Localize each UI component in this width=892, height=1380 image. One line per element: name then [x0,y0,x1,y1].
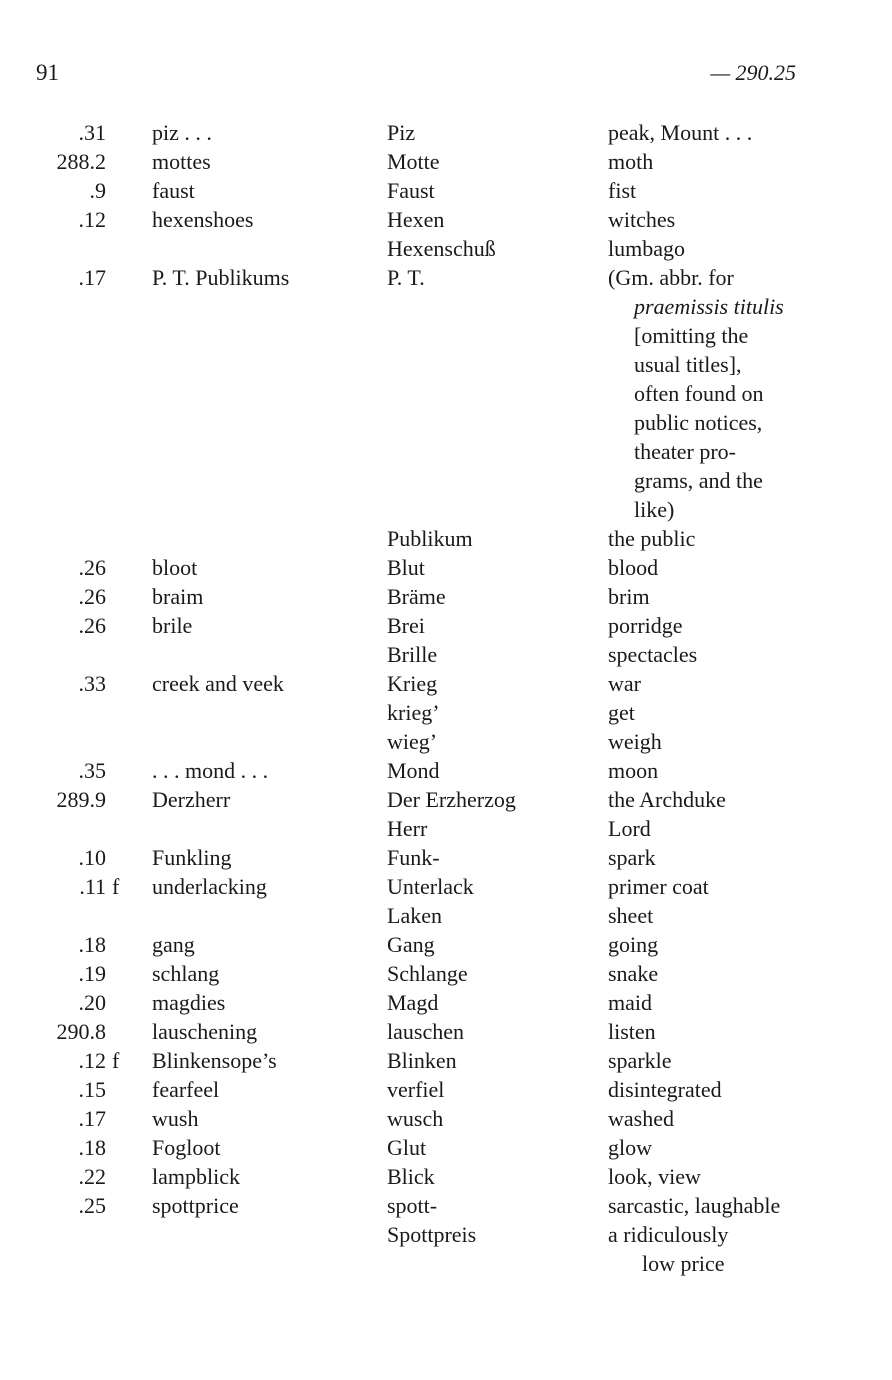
english-gloss: sheet [608,903,654,928]
text-word: faust [152,178,195,203]
table-row [0,234,892,263]
english-gloss: listen [608,1019,656,1044]
table-row [0,727,892,756]
table-row [0,1017,892,1046]
text-word: underlacking [152,874,267,899]
english-gloss: spark [608,845,656,870]
text-word: lampblick [152,1164,240,1189]
table-row [0,176,892,205]
line-reference: .18 [78,1135,106,1160]
line-reference: .26 [78,613,106,638]
german-source: Publikum [387,526,473,551]
table-row [0,1220,892,1249]
german-source: Unterlack [387,874,474,899]
text-word: hexenshoes [152,207,254,232]
english-gloss: primer coat [608,874,709,899]
text-word: wush [152,1106,199,1131]
english-gloss: theater pro- [634,439,736,464]
text-word: . . . mond . . . [152,758,269,783]
table-row [0,1249,892,1278]
german-source: Laken [387,903,442,928]
english-gloss: weigh [608,729,662,754]
english-gloss: maid [608,990,652,1015]
line-reference: .12 [78,207,106,232]
table-row [0,901,892,930]
table-row [0,205,892,234]
table-row [0,611,892,640]
line-reference: 288.2 [56,149,106,174]
german-source: Blick [387,1164,435,1189]
line-reference: .22 [78,1164,106,1189]
table-row [0,756,892,785]
german-source: Krieg [387,671,438,696]
table-row [0,1075,892,1104]
english-gloss: public notices, [634,410,763,435]
text-word: creek and veek [152,671,284,696]
table-row [0,930,892,959]
table-row [0,292,892,321]
line-reference: .35 [78,758,106,783]
table-row [0,408,892,437]
english-gloss: peak, Mount . . . [608,120,753,145]
line-reference: .18 [78,932,106,957]
english-gloss: blood [608,555,659,580]
english-gloss: get [608,700,635,725]
german-source: Mond [387,758,440,783]
english-gloss: lumbago [608,236,685,261]
german-source: Blut [387,555,425,580]
table-row [0,1046,892,1075]
german-source: Faust [387,178,435,203]
text-word: gang [152,932,195,957]
table-row [0,379,892,408]
german-source: Motte [387,149,440,174]
table-row [0,118,892,147]
german-source: Blinken [387,1048,457,1073]
text-word: brile [152,613,193,638]
table-row [0,466,892,495]
text-word: lauschening [152,1019,258,1044]
german-source: wusch [387,1106,444,1131]
table-row [0,524,892,553]
german-source: Bräme [387,584,446,609]
english-gloss: like) [634,497,675,522]
line-reference: .20 [78,990,106,1015]
table-row [0,1191,892,1220]
line-reference: 289.9 [56,787,106,812]
english-gloss: washed [608,1106,674,1131]
english-gloss: war [608,671,641,696]
text-word: schlang [152,961,220,986]
table-row [0,495,892,524]
line-reference: .10 [78,845,106,870]
table-row [0,669,892,698]
line-reference: .26 [78,555,106,580]
line-reference: .9 [89,178,106,203]
english-gloss: brim [608,584,650,609]
english-gloss: spectacles [608,642,698,667]
german-source: spott- [387,1193,438,1218]
english-gloss: often found on [634,381,764,406]
text-word: piz . . . [152,120,212,145]
text-word: fearfeel [152,1077,220,1102]
german-source: krieg’ [387,700,440,725]
table-row [0,1133,892,1162]
german-source: verfiel [387,1077,445,1102]
line-reference: .26 [78,584,106,609]
english-gloss: fist [608,178,637,203]
text-word: braim [152,584,204,609]
english-gloss: witches [608,207,676,232]
line-reference: .33 [78,671,106,696]
table-row [0,640,892,669]
english-gloss: moon [608,758,659,783]
line-reference: .17 [78,265,106,290]
english-gloss: disintegrated [608,1077,722,1102]
table-row [0,263,892,292]
table-row [0,698,892,727]
german-source: Brille [387,642,438,667]
line-reference: .25 [78,1193,106,1218]
english-gloss: sarcastic, laughable [608,1193,781,1218]
table-row [0,814,892,843]
english-gloss: (Gm. abbr. for [608,265,734,290]
text-word: P. T. Publikums [152,265,290,290]
german-source: Schlange [387,961,468,986]
text-word: mottes [152,149,211,174]
table-row [0,1162,892,1191]
table-row [0,553,892,582]
german-source: Magd [387,990,439,1015]
table-row [0,582,892,611]
table-row [0,785,892,814]
table-row [0,147,892,176]
english-gloss: low price [642,1251,725,1276]
german-source: Der Erzherzog [387,787,516,812]
table-row [0,321,892,350]
text-word: Fogloot [152,1135,221,1160]
english-gloss: the public [608,526,696,551]
text-word: bloot [152,555,198,580]
line-reference: .17 [78,1106,106,1131]
line-reference-suffix: f [112,1048,120,1073]
table-row [0,437,892,466]
running-head: — 290.25 [710,60,796,85]
german-source: Brei [387,613,425,638]
german-source: wieg’ [387,729,438,754]
german-source: lauschen [387,1019,464,1044]
text-word: magdies [152,990,226,1015]
english-gloss: going [608,932,659,957]
table-row [0,1104,892,1133]
line-reference-suffix: f [112,874,120,899]
english-gloss: praemissis titulis [634,294,784,319]
german-source: Gang [387,932,435,957]
english-gloss: look, view [608,1164,701,1189]
german-source: Funk- [387,845,440,870]
table-row [0,872,892,901]
line-reference: .15 [78,1077,106,1102]
table-row [0,988,892,1017]
english-gloss: the Archduke [608,787,726,812]
english-gloss: moth [608,149,654,174]
english-gloss: glow [608,1135,652,1160]
table-row [0,959,892,988]
page-number: 91 [36,60,59,85]
english-gloss: sparkle [608,1048,672,1073]
english-gloss: usual titles], [634,352,742,377]
line-reference: 290.8 [56,1019,106,1044]
german-source: Hexenschuß [387,236,496,261]
german-source: Hexen [387,207,445,232]
english-gloss: Lord [608,816,651,841]
line-reference: .12 [78,1048,106,1073]
english-gloss: [omitting the [634,323,749,348]
table-row [0,350,892,379]
german-source: P. T. [387,265,425,290]
glossary-table [0,118,892,1278]
english-gloss: porridge [608,613,683,638]
line-reference: .11 [79,874,106,899]
german-source: Piz [387,120,416,145]
english-gloss: a ridiculously [608,1222,729,1247]
english-gloss: snake [608,961,659,986]
text-word: Derzherr [152,787,231,812]
text-word: spottprice [152,1193,239,1218]
line-reference: .19 [78,961,106,986]
german-source: Herr [387,816,428,841]
table-row [0,843,892,872]
text-word: Blinkensope’s [152,1048,277,1073]
text-word: Funkling [152,845,232,870]
line-reference: .31 [78,120,106,145]
german-source: Glut [387,1135,427,1160]
english-gloss: grams, and the [634,468,763,493]
german-source: Spottpreis [387,1222,477,1247]
